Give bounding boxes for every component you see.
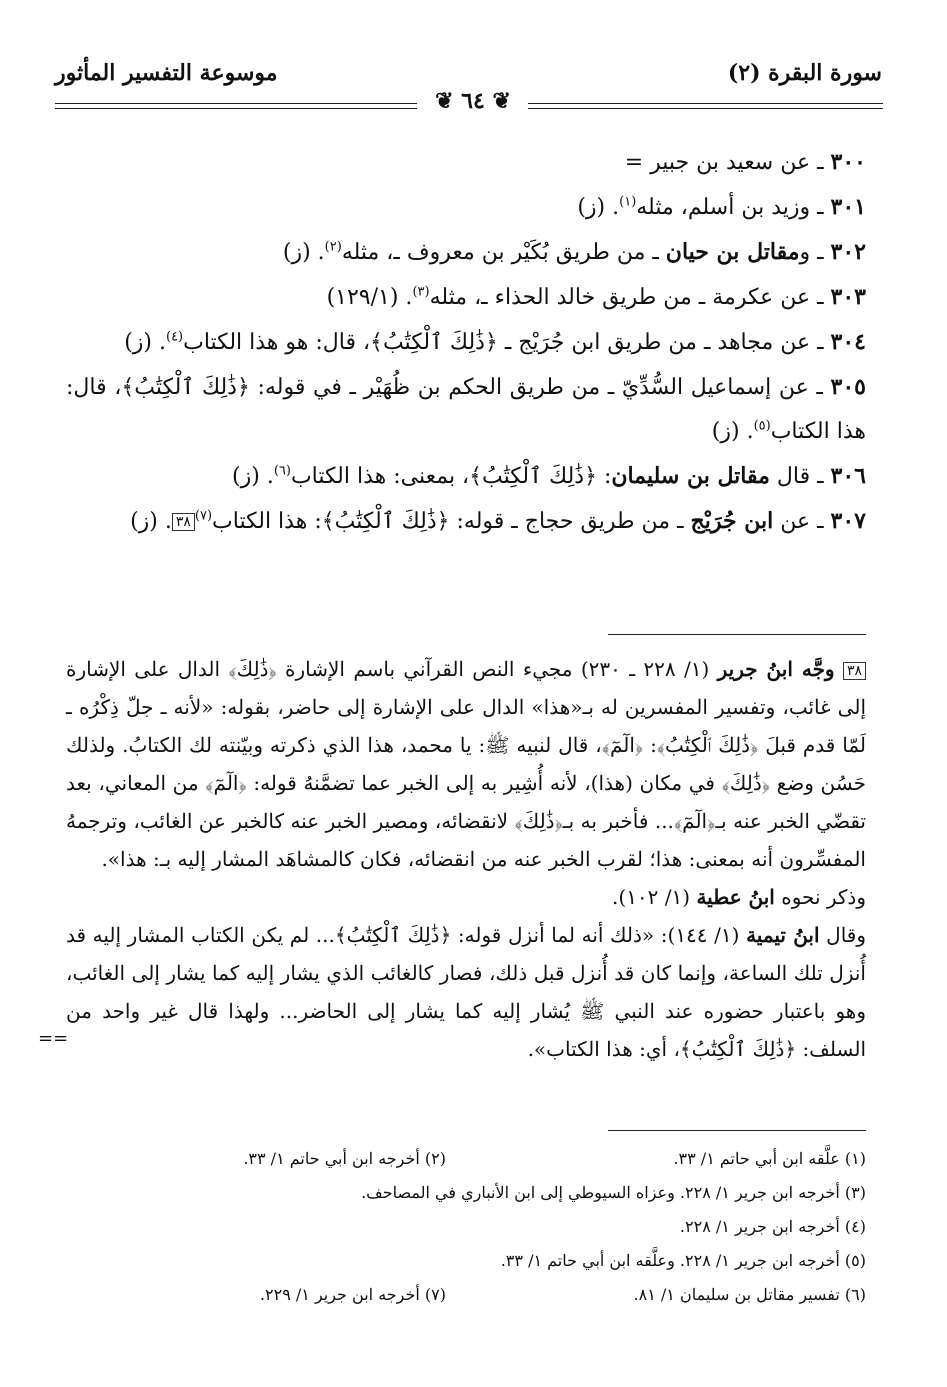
footnote: (٥) أخرجه ابن جرير ١/ ٢٢٨. وعلَّقه ابن أبي حاتم ١/ ٣٣. xyxy=(500,1251,866,1270)
commentary xyxy=(66,650,866,1068)
narration-item: ٣٠١ ـ وزيد بن أسلم، مثله$^{(١)}$. (ز) xyxy=(577,194,866,220)
narration-item: ٣٠٠ ـ عن سعيد بن جبير = xyxy=(624,149,866,175)
book-title: موسوعة التفسير المأثور xyxy=(55,60,278,86)
footnote-separator xyxy=(608,1130,866,1131)
commentary-paragraph: وقال ابنُ تيمية (١/ ١٤٤): «ذلك أنه لما أنزل قوله: ﴿ذَٰلِكَ ٱلْكِتَٰبُ﴾... لم يكن الكتاب المشار إليه قد أُنزل تلك الساعة، وإنما كان قد أُنزل قبل ذلك، فصار كالغائب الذي يشار إليه كما يشار إلى الغائب، وهو باعتبار حضوره عند النبي ﷺ يُشار إليه كما يشار إلى الحاضر... ولهذا قال غير واحد من السلف: ﴿ذَٰلِكَ ٱلْكِتَٰبُ﴾، أي: هذا الكتاب». xyxy=(66,923,867,1061)
footnote: (٧) أخرجه ابن جرير ١/ ٢٢٩. xyxy=(259,1285,446,1304)
narration-item: ٣٠٣ ـ عن عكرمة ـ من طريق خالد الحذاء ـ، مثله$^{(٣)}$. (١٢٩/١) xyxy=(326,284,866,310)
header-rule-right xyxy=(528,103,883,104)
commentary-box-number: ٣٨ xyxy=(843,662,866,680)
commentary-paragraph: وذكر نحوه ابنُ عطية (١/ ١٠٢). xyxy=(612,885,866,909)
footnote: (٦) تفسير مقاتل بن سليمان ١/ ٨١. xyxy=(633,1285,866,1304)
narration-item: ٣٠٦ ـ قال مقاتل بن سليمان: ﴿ذَٰلِكَ ٱلْكِتَٰبُ﴾، بمعنى: هذا الكتاب$^{(٦)}$. (ز) xyxy=(232,463,866,489)
narration-item: ٣٠٧ ـ عن ابن جُرَيْج ـ من طريق حجاج ـ قوله: ﴿ذَٰلِكَ ٱلْكِتَٰبُ﴾: هذا الكتاب$^{(٧)}$٣٨. (ز) xyxy=(130,508,866,534)
header-rule-left-2 xyxy=(55,108,417,109)
footnote: (١) علَّقه ابن أبي حاتم ١/ ٣٣. xyxy=(673,1149,866,1168)
footnotes xyxy=(66,1142,866,1312)
narration-item: ٣٠٤ ـ عن مجاهد ـ من طريق ابن جُرَيْج ـ ﴿ذَٰلِكَ ٱلْكِتَٰبُ﴾، قال: هو هذا الكتاب$^{(٤)}$. (ز) xyxy=(124,329,866,355)
footnote: (٤) أخرجه ابن جرير ١/ ٢٢٨. xyxy=(679,1217,866,1236)
commentary-paragraph: ٣٨ وجَّه ابنُ جرير (١/ ٢٢٨ ـ ٢٣٠) مجيء النص القرآني باسم الإشارة ﴿ذَٰلِكَ﴾ الدال على الإشارة إلى غائب، وتفسير المفسرين له بـ«هذا» الدال على الإشارة إلى حاضر، بقوله: «لأنه ـ جلّ ذِكْرُه ـ لَمّا قدم قبلَ ﴿ذَٰلِكَ ٱلْكِتَٰبُ﴾: ﴿الٓمٓ﴾، قال لنبيه ﷺ: يا محمد، هذا الذي ذكرته وبيّنته لك الكتابُ. ولذلك حَسُن وضع ﴿ذَٰلِكَ﴾ في مكان (هذا)، لأنه أُشِير به إلى الخبر عما تضمَّنهُ قوله: ﴿الٓمٓ﴾ من المعاني، بعد تقضّي الخبر عنه بـ﴿الٓمٓ﴾... فأخبر به بـ﴿ذَٰلِكَ﴾ لانقضائه، ومصير الخبر عنه كالخبر عن الغائب، وترجمهُ المفسِّرون أنه بمعنى: هذا؛ لقرب الخبر عنه من انقضائه، فكان كالمشاهَد المشار إليه بـ: هذا». xyxy=(66,657,866,871)
continuation-mark: == xyxy=(38,1028,69,1049)
commentary-separator xyxy=(608,634,866,635)
narration-list xyxy=(66,140,866,544)
commentary-ref-box[interactable]: ٣٨ xyxy=(172,513,195,531)
footnote: (٣) أخرجه ابن جرير ١/ ٢٢٨. وعزاه السيوطي إلى ابن الأنباري في المصاحف. xyxy=(361,1183,866,1202)
surah-title: سورة البقرة (٢) xyxy=(727,60,882,86)
header-rule-right-2 xyxy=(528,108,883,109)
header-rule-left xyxy=(55,103,417,104)
footnote: (٢) أخرجه ابن أبي حاتم ١/ ٣٣. xyxy=(243,1149,446,1168)
narration-item: ٣٠٥ ـ عن إسماعيل السُّدِّيّ ـ من طريق الحكم بن ظُهَيْر ـ في قوله: ﴿ذَٰلِكَ ٱلْكِتَٰبُ﴾، قال: هذا الكتاب$^{(٥)}$. (ز) xyxy=(66,374,866,444)
narration-item: ٣٠٢ ـ ومقاتل بن حيان ـ من طريق بُكَيْر بن معروف ـ، مثله$^{(٢)}$. (ز) xyxy=(282,239,866,265)
page-number: ❦ ٦٤ ❦ xyxy=(435,88,511,114)
